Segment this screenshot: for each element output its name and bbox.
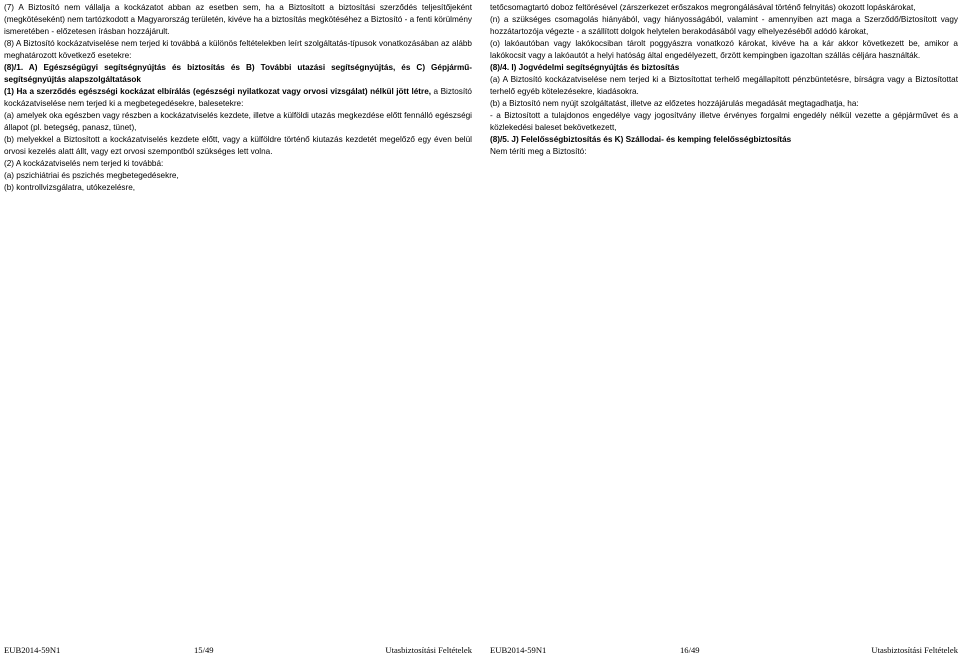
paragraph bbox=[4, 62, 472, 86]
paragraph bbox=[490, 62, 958, 74]
paragraph bbox=[4, 2, 472, 38]
right-page-text bbox=[490, 2, 958, 635]
page-number: 15/49 bbox=[194, 645, 214, 655]
paragraph bbox=[490, 110, 958, 134]
paragraph bbox=[4, 158, 472, 170]
paragraph-heading: (8)/4. I) Jogvédelmi segítségnyújtás és biztosítás bbox=[490, 63, 680, 72]
paragraph bbox=[490, 74, 958, 98]
paragraph bbox=[490, 14, 958, 38]
document-title: Utasbiztosítási Feltételek bbox=[385, 645, 472, 655]
left-page-text bbox=[4, 2, 472, 635]
paragraph-text: (n) a szükséges csomagolás hiányából, vagy hiányosságából, valamint - amennyiben azt maga a Szerződő/Biztosított vagy hozzátartozója végezte - a szállított dolgok helytelen berakodásából vagy elhelyezéséből adódó károkat, bbox=[490, 15, 958, 36]
paragraph-text: (o) lakóautóban vagy lakókocsiban tárolt poggyászra vonatkozó károkat, kivéve ha a kár akkor következett be, amikor a lakókocsit vagy a lakóautót a helyi hatóság által engedélyezett, őrzött kempingben igazoltan szállás céljára használták. bbox=[490, 39, 958, 60]
paragraph-heading: (8)/1. A) Egészségügyi segítségnyújtás és biztosítás és B) További utazási segítségnyújtás, és C) Gépjármű-segítségnyújtás alapszolgáltatások bbox=[4, 63, 472, 84]
left-page-footer bbox=[4, 645, 472, 657]
document-code: EUB2014-59N1 bbox=[490, 645, 547, 655]
right-page-footer bbox=[490, 645, 958, 657]
paragraph-heading: (1) Ha a szerződés egészségi kockázat elbírálás (egészségi nyilatkozat vagy orvosi vizsgálat) nélkül jött létre, bbox=[4, 87, 432, 96]
paragraph-text: (a) pszichiátriai és pszichés megbetegedésekre, bbox=[4, 171, 179, 180]
document-title: Utasbiztosítási Feltételek bbox=[871, 645, 958, 655]
paragraph-text: tetőcsomagtartó doboz feltörésével (zárszerkezet erőszakos megrongálásával történő felnyitás) okozott lopáskárokat, bbox=[490, 3, 916, 12]
paragraph bbox=[4, 86, 472, 110]
paragraph bbox=[490, 38, 958, 62]
paragraph-text: - a Biztosított a tulajdonos engedélye vagy jogosítvány illetve érvényes forgalmi engedély nélkül vezette a gépjárművet és a közlekedési baleset bekövetkezett, bbox=[490, 111, 958, 132]
paragraph-text: a Biztosító kockázatviselése nem terjed ki a megbetegedésekre, balesetekre: bbox=[4, 87, 472, 108]
paragraph bbox=[490, 98, 958, 110]
paragraph-text: (b) a Biztosító nem nyújt szolgáltatást, illetve az előzetes hozzájárulás megadását megtagadhatja, ha: bbox=[490, 99, 859, 108]
paragraph bbox=[4, 134, 472, 158]
paragraph-text: (2) A kockázatviselés nem terjed ki továbbá: bbox=[4, 159, 164, 168]
paragraph bbox=[4, 170, 472, 182]
paragraph-text: (b) kontrollvizsgálatra, utókezelésre, bbox=[4, 183, 136, 192]
paragraph-text: Nem téríti meg a Biztosító: bbox=[490, 147, 587, 156]
paragraph bbox=[490, 146, 958, 158]
paragraph bbox=[4, 38, 472, 62]
paragraph bbox=[490, 2, 958, 14]
paragraph-text: (7) A Biztosító nem vállalja a kockázatot abban az esetben sem, ha a Biztosított a biztosítási szerződés teljesítőjeként (megkötéseként) nem tartózkodott a Magyarország területén, kivéve ha a biztosítás megkötéséhez a Biztosító - a fenti körülmény ismeretében - előzetesen írásban hozzájárult. bbox=[4, 3, 472, 36]
right-page bbox=[486, 0, 960, 669]
left-page bbox=[0, 0, 474, 669]
page-number: 16/49 bbox=[680, 645, 700, 655]
paragraph bbox=[4, 182, 472, 194]
paragraph bbox=[4, 110, 472, 134]
paragraph-text: (8) A Biztosító kockázatviselése nem terjed ki továbbá a különös feltételekben leírt szolgáltatás-típusok vonatkozásában az alább meghatározott következő esetekre: bbox=[4, 39, 472, 60]
document-code: EUB2014-59N1 bbox=[4, 645, 61, 655]
paragraph-text: (a) amelyek oka egészben vagy részben a kockázatviselés kezdete, illetve a külföldi utazás megkezdése előtt fennálló egészségi állapot (pl. betegség, panasz, tünet), bbox=[4, 111, 472, 132]
paragraph-text: (a) A Biztosító kockázatviselése nem terjed ki a Biztosítottat terhelő megállapított pénzbüntetésre, bírságra vagy a Biztosítottat terhelő egyéb kötelezésekre, kiadásokra. bbox=[490, 75, 958, 96]
paragraph-heading: (8)/5. J) Felelősségbiztosítás és K) Szállodai- és kemping felelősségbiztosítás bbox=[490, 135, 792, 144]
page-gutter bbox=[474, 0, 486, 669]
paragraph bbox=[490, 134, 958, 146]
paragraph-text: (b) melyekkel a Biztosított a kockázatviselés kezdete előtt, vagy a külföldre történő kiutazás kezdetét megelőző egy éven belül orvosi kezelés alatt állt, vagy ezt orvosi szempontból szükséges lett volna. bbox=[4, 135, 472, 156]
